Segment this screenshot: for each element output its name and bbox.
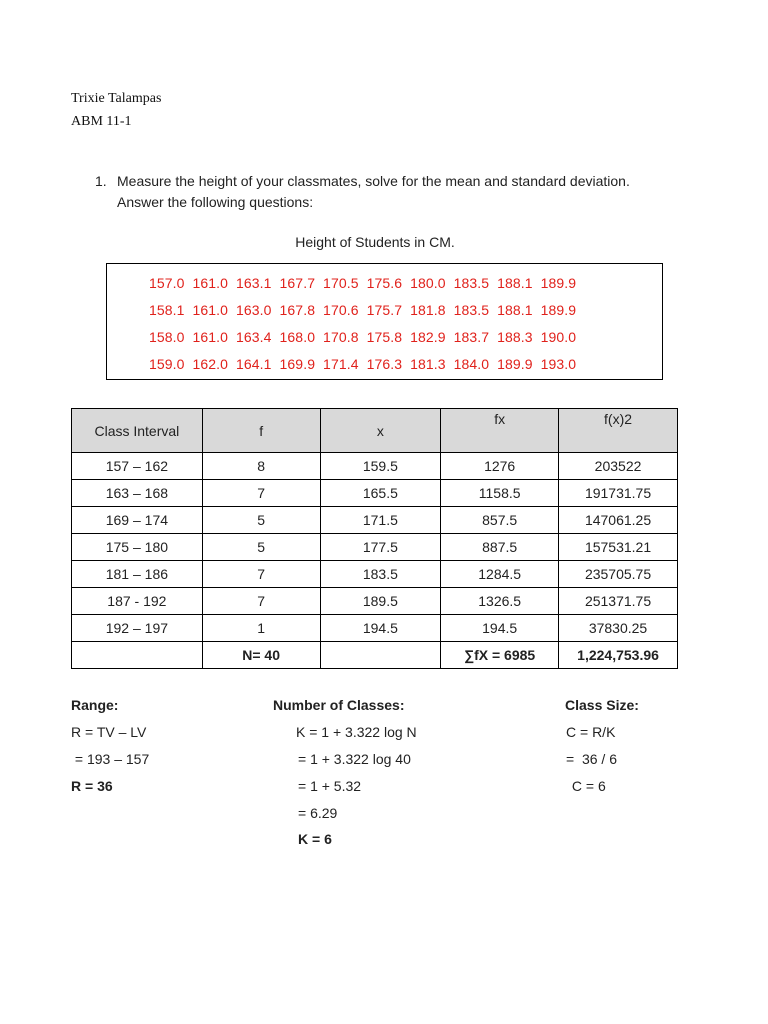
classes-heading: Number of Classes: — [273, 697, 405, 713]
header-fx2: f(x)2 — [559, 409, 678, 453]
total-sum-fx2: 1,224,753.96 — [559, 642, 678, 669]
cell-f: 5 — [202, 507, 320, 534]
heights-row: 158.0 161.0 163.4 168.0 170.8 175.8 182.9 183.7 188.3 190.0 — [149, 329, 577, 345]
table-row — [72, 561, 678, 588]
classes-formula: K = 1 + 3.322 log N — [296, 724, 417, 740]
table-row — [72, 534, 678, 561]
cell-fx: 857.5 — [441, 507, 559, 534]
class-size-substitution: = 36 / 6 — [566, 751, 617, 767]
table-row — [72, 615, 678, 642]
classes-step3: = 6.29 — [298, 805, 338, 821]
cell-x: 171.5 — [320, 507, 441, 534]
cell-fx: 887.5 — [441, 534, 559, 561]
table-row — [72, 453, 678, 480]
cell-x: 183.5 — [320, 561, 441, 588]
total-empty — [72, 642, 203, 669]
heights-row: 158.1 161.0 163.0 167.8 170.6 175.7 181.8 183.5 188.1 189.9 — [149, 302, 577, 318]
cell-x: 189.5 — [320, 588, 441, 615]
cell-interval: 181 – 186 — [72, 561, 203, 588]
class-size-formula: C = R/K — [566, 724, 616, 740]
cell-f: 7 — [202, 480, 320, 507]
cell-fx2: 235705.75 — [559, 561, 678, 588]
cell-fx2: 157531.21 — [559, 534, 678, 561]
cell-fx: 1326.5 — [441, 588, 559, 615]
range-result: R = 36 — [71, 778, 113, 794]
cell-fx2: 191731.75 — [559, 480, 678, 507]
cell-x: 159.5 — [320, 453, 441, 480]
cell-f: 1 — [202, 615, 320, 642]
table-header-row — [72, 409, 678, 453]
cell-fx2: 37830.25 — [559, 615, 678, 642]
header-class-interval: Class Interval — [72, 409, 203, 453]
range-substitution: = 193 – 157 — [71, 751, 150, 767]
cell-x: 194.5 — [320, 615, 441, 642]
table-row — [72, 507, 678, 534]
question-number: 1. — [95, 173, 107, 189]
cell-interval: 175 – 180 — [72, 534, 203, 561]
heights-row: 157.0 161.0 163.1 167.7 170.5 175.6 180.0 183.5 188.1 189.9 — [149, 275, 577, 291]
class-size-heading: Class Size: — [565, 697, 639, 713]
cell-fx: 1284.5 — [441, 561, 559, 588]
question-text-line2: Answer the following questions: — [117, 194, 314, 210]
total-empty — [320, 642, 441, 669]
header-fx: fx — [441, 409, 559, 453]
total-sum-fx: ∑fX = 6985 — [441, 642, 559, 669]
total-n: N= 40 — [202, 642, 320, 669]
cell-f: 7 — [202, 588, 320, 615]
range-formula: R = TV – LV — [71, 724, 147, 740]
heights-data-box — [106, 263, 663, 380]
cell-fx: 1276 — [441, 453, 559, 480]
range-heading: Range: — [71, 697, 119, 713]
cell-interval: 157 – 162 — [72, 453, 203, 480]
cell-interval: 163 – 168 — [72, 480, 203, 507]
cell-fx: 1158.5 — [441, 480, 559, 507]
classes-step2: = 1 + 5.32 — [298, 778, 362, 794]
cell-x: 177.5 — [320, 534, 441, 561]
table-row — [72, 480, 678, 507]
heights-row: 159.0 162.0 164.1 169.9 171.4 176.3 181.3 184.0 189.9 193.0 — [149, 356, 577, 372]
cell-fx2: 147061.25 — [559, 507, 678, 534]
classes-step1: = 1 + 3.322 log 40 — [298, 751, 411, 767]
classes-result: K = 6 — [298, 831, 332, 847]
cell-interval: 169 – 174 — [72, 507, 203, 534]
cell-fx2: 203522 — [559, 453, 678, 480]
table-totals-row — [72, 642, 678, 669]
frequency-table — [71, 408, 678, 669]
cell-interval: 187 - 192 — [72, 588, 203, 615]
class-size-result: C = 6 — [568, 778, 606, 794]
cell-f: 8 — [202, 453, 320, 480]
cell-fx2: 251371.75 — [559, 588, 678, 615]
cell-f: 7 — [202, 561, 320, 588]
cell-f: 5 — [202, 534, 320, 561]
table-row — [72, 588, 678, 615]
heights-title: Height of Students in CM. — [295, 234, 455, 250]
header-f: f — [202, 409, 320, 453]
student-name: Trixie Talampas — [71, 91, 162, 106]
cell-x: 165.5 — [320, 480, 441, 507]
question-text-line1: Measure the height of your classmates, solve for the mean and standard deviation. — [117, 173, 630, 189]
header-x: x — [320, 409, 441, 453]
cell-interval: 192 – 197 — [72, 615, 203, 642]
cell-fx: 194.5 — [441, 615, 559, 642]
student-section: ABM 11-1 — [71, 114, 132, 129]
